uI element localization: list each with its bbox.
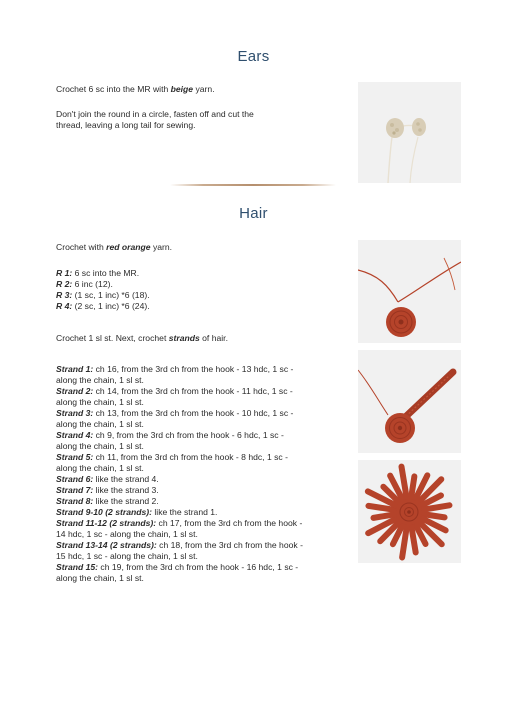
strand-3-label: Strand 3:	[56, 408, 94, 418]
strand-4	[56, 430, 356, 441]
strand-11-12-cont: 14 hdc, 1 sc - along the chain, 1 sl st.	[56, 529, 198, 539]
hair-instruction-bold: strands	[168, 333, 200, 343]
hair-instruction-end: of hair.	[199, 333, 228, 343]
strand-1-label: Strand 1:	[56, 364, 94, 374]
hair-strand-shape	[373, 514, 399, 518]
strand-13-14-text: ch 18, from the 3rd ch from the hook -	[156, 540, 303, 550]
section-divider	[170, 184, 336, 186]
strand-6-text: like the strand 4.	[93, 474, 159, 484]
ears-photo-image	[358, 82, 461, 183]
strand-7	[56, 485, 356, 496]
strand-9-10-label: Strand 9-10 (2 strands):	[56, 507, 152, 517]
strand-7-text: like the strand 3.	[93, 485, 159, 495]
strand-1-cont: along the chain, 1 sl st.	[56, 375, 144, 385]
ears-instruction-1-end: yarn.	[193, 84, 215, 94]
ears-yarn-color: beige	[170, 84, 194, 94]
hair-instruction-text: Crochet 1 sl st. Next, crochet	[56, 333, 169, 343]
hair-round-1	[56, 268, 346, 279]
hair-round-2-label: R 2:	[56, 279, 73, 289]
strand-5-label: Strand 5:	[56, 452, 94, 462]
ears-instruction-2	[56, 109, 321, 131]
strand-11-12-label: Strand 11-12 (2 strands):	[56, 518, 157, 528]
strand-15	[56, 562, 356, 573]
strand-5	[56, 452, 356, 463]
strand-5-text: ch 11, from the 3rd ch from the hook - 8 hdc, 1 sc -	[93, 452, 288, 462]
strand-13-14-cont: 15 hdc, 1 sc - along the chain, 1 sl st.	[56, 551, 198, 561]
hair-photo-first-strand	[358, 350, 461, 453]
strand-6-label: Strand 6:	[56, 474, 94, 484]
hair-instruction	[56, 333, 346, 344]
hair-round-1-text: 6 sc into the MR.	[72, 268, 140, 278]
hair-photo-complete-image	[358, 460, 461, 563]
strand-8-label: Strand 8:	[56, 496, 94, 506]
strand-11-12	[56, 518, 356, 529]
hair-intro-text: Crochet with	[56, 242, 107, 252]
ears-instruction-2-line-1: Don't join the round in a circle, fasten off and cut the	[56, 109, 254, 119]
strand-4-text: ch 9, from the 3rd ch from the hook - 6 hdc, 1 sc -	[93, 430, 284, 440]
ears-instruction-2-line-2: thread, leaving a long tail for sewing.	[56, 120, 196, 130]
strand-6	[56, 474, 356, 485]
section-title-ears: Ears	[237, 48, 270, 65]
hair-round-2-text: 6 inc (12).	[72, 279, 113, 289]
strand-13-14	[56, 540, 356, 551]
strand-8	[56, 496, 356, 507]
strand-3	[56, 408, 356, 419]
strand-15-label: Strand 15:	[56, 562, 99, 572]
strand-11-12-text: ch 17, from the 3rd ch from the hook -	[156, 518, 303, 528]
ears-photo	[358, 82, 461, 183]
strand-2-cont: along the chain, 1 sl st.	[56, 397, 144, 407]
hair-round-4-text: (2 sc, 1 inc) *6 (24).	[72, 301, 150, 311]
strand-3-text: ch 13, from the 3rd ch from the hook - 10 hdc, 1 sc -	[93, 408, 294, 418]
hair-round-3	[56, 290, 346, 301]
hair-round-1-label: R 1:	[56, 268, 73, 278]
hair-photo-first-strand-image	[358, 350, 461, 453]
strand-15-text: ch 19, from the 3rd ch from the hook - 16 hdc, 1 sc -	[98, 562, 299, 572]
ears-instruction-1-text: Crochet 6 sc into the MR with	[56, 84, 171, 94]
hair-rounds	[56, 268, 346, 312]
ears-instruction-1	[56, 84, 346, 95]
hair-photo-disk-image	[358, 240, 461, 343]
section-title-hair: Hair	[239, 205, 268, 222]
strand-3-cont: along the chain, 1 sl st.	[56, 419, 144, 429]
strand-4-cont: along the chain, 1 sl st.	[56, 441, 144, 451]
hair-round-3-label: R 3:	[56, 290, 73, 300]
hair-round-4	[56, 301, 346, 312]
strand-4-label: Strand 4:	[56, 430, 94, 440]
strand-5-cont: along the chain, 1 sl st.	[56, 463, 144, 473]
strand-8-text: like the strand 2.	[93, 496, 159, 506]
strand-1	[56, 364, 356, 375]
hair-strands	[56, 364, 356, 584]
strand-1-text: ch 16, from the 3rd ch from the hook - 13 hdc, 1 sc -	[93, 364, 294, 374]
strand-2-label: Strand 2:	[56, 386, 94, 396]
hair-photo-disk	[358, 240, 461, 343]
hair-round-4-label: R 4:	[56, 301, 73, 311]
strand-9-10-text: like the strand 1.	[152, 507, 218, 517]
strand-2	[56, 386, 356, 397]
hair-round-3-text: (1 sc, 1 inc) *6 (18).	[72, 290, 150, 300]
hair-intro-end: yarn.	[150, 242, 173, 252]
hair-photo-complete	[358, 460, 461, 563]
strand-13-14-label: Strand 13-14 (2 strands):	[56, 540, 157, 550]
strand-9-10	[56, 507, 356, 518]
hair-intro	[56, 242, 346, 253]
hair-round-2	[56, 279, 346, 290]
strand-7-label: Strand 7:	[56, 485, 94, 495]
strand-2-text: ch 14, from the 3rd ch from the hook - 11 hdc, 1 sc -	[93, 386, 293, 396]
strand-15-cont: along the chain, 1 sl st.	[56, 573, 144, 583]
hair-yarn-color: red orange	[106, 242, 151, 252]
